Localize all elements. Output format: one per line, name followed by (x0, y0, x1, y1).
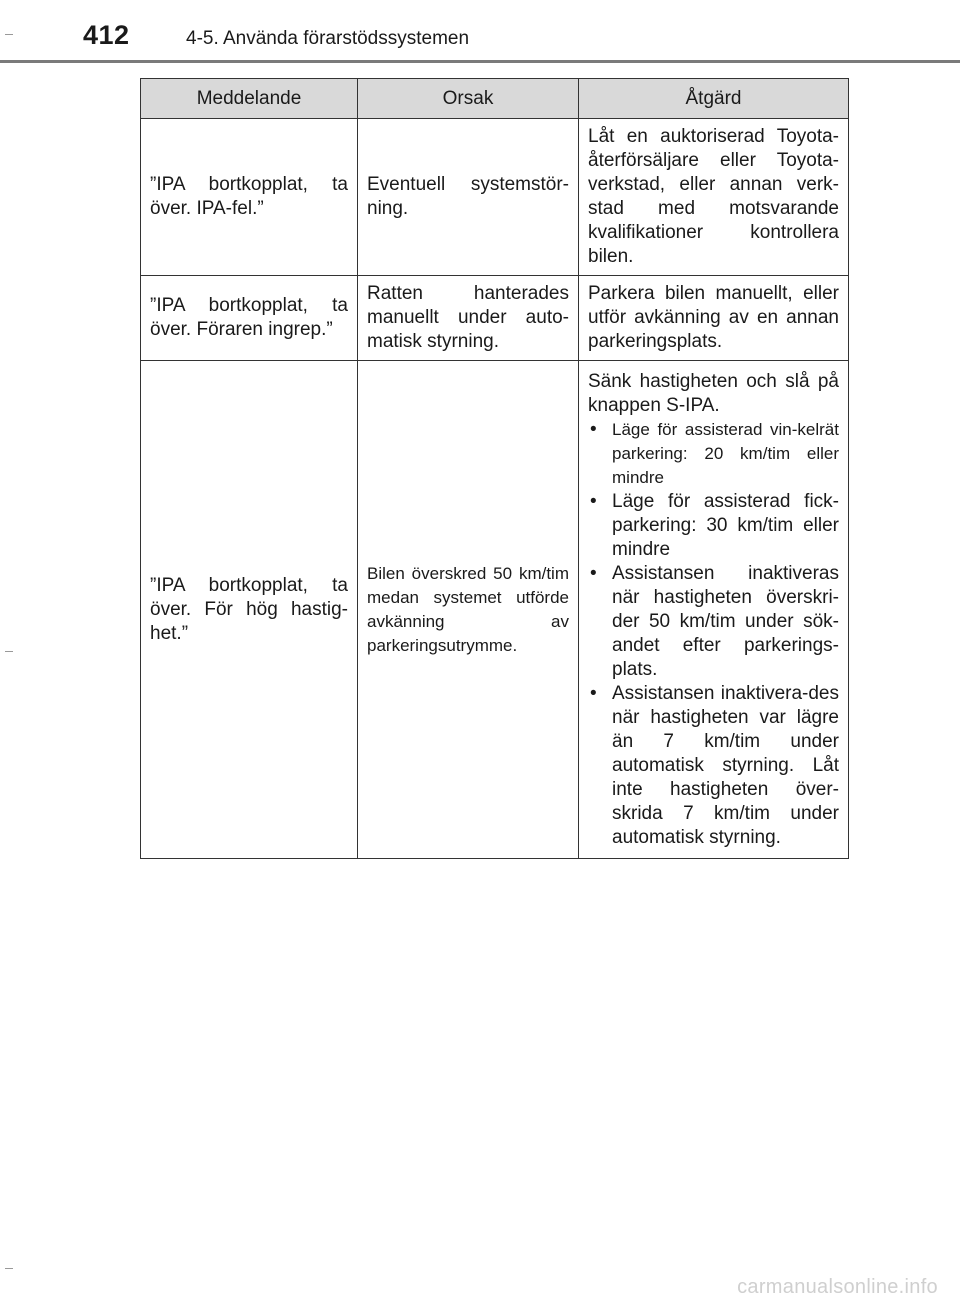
table-row (141, 276, 849, 361)
message-cell: ”IPA bortkopplat, ta över. IPA-fel.” (141, 119, 358, 276)
margin-tick (5, 34, 13, 35)
column-header-action: Åtgärd (579, 79, 849, 119)
cause-cell: Eventuell systemstör-ning. (358, 119, 579, 276)
bullet-icon: • (590, 682, 597, 704)
column-header-message: Meddelande (141, 79, 358, 119)
page-number: 412 (83, 20, 130, 50)
bullet-icon: • (590, 562, 597, 584)
table-header-row (141, 79, 849, 119)
margin-tick (5, 1268, 13, 1269)
action-cell: Parkera bilen manuellt, eller utför avkänning av en annan parkeringsplats. (579, 276, 849, 361)
bullet-text: Assistansen inaktiveras när hastigheten överskri-der 50 km/tim under sök-andet efter parkerings-plats. (612, 562, 839, 680)
bullet-text: Läge för assisterad vin-kelrät parkering: 20 km/tim eller mindre (612, 419, 839, 487)
action-cell (579, 361, 849, 859)
cause-cell: Ratten hanterades manuellt under auto-matisk styrning. (358, 276, 579, 361)
table-row (141, 361, 849, 859)
action-intro: Sänk hastigheten och slå på knappen S-IPA. (588, 370, 839, 416)
list-item (588, 562, 839, 682)
bullet-icon: • (590, 490, 597, 512)
list-item (588, 490, 839, 562)
action-bullet-list (588, 418, 839, 850)
message-cell: ”IPA bortkopplat, ta över. Föraren ingrep.” (141, 276, 358, 361)
list-item (588, 418, 839, 490)
header-divider (0, 60, 960, 63)
table-row (141, 119, 849, 276)
list-item (588, 682, 839, 850)
column-header-cause: Orsak (358, 79, 579, 119)
cause-cell: Bilen överskred 50 km/tim medan systemet utförde avkänning av parkeringsutrymme. (358, 361, 579, 859)
bullet-icon: • (590, 418, 597, 440)
message-cell: ”IPA bortkopplat, ta över. För hög hastig-het.” (141, 361, 358, 859)
message-table (140, 78, 849, 859)
bullet-text: Läge för assisterad fick-parkering: 30 km/tim eller mindre (612, 490, 839, 560)
bullet-text: Assistansen inaktivera-des när hastigheten var lägre än 7 km/tim under automatisk styrning. Låt inte hastigheten över-skrida 7 km/tim under automatisk styrning. (612, 682, 839, 848)
margin-tick (5, 651, 13, 652)
section-title: 4-5. Använda förarstödssystemen (186, 28, 470, 49)
watermark: carmanualsonline.info (737, 1276, 938, 1298)
action-cell: Låt en auktoriserad Toyota-återförsäljare eller Toyota-verkstad, eller annan verk-stad med motsvarande kvalifikationer kontrollera bilen. (579, 119, 849, 276)
page-header (0, 0, 960, 64)
